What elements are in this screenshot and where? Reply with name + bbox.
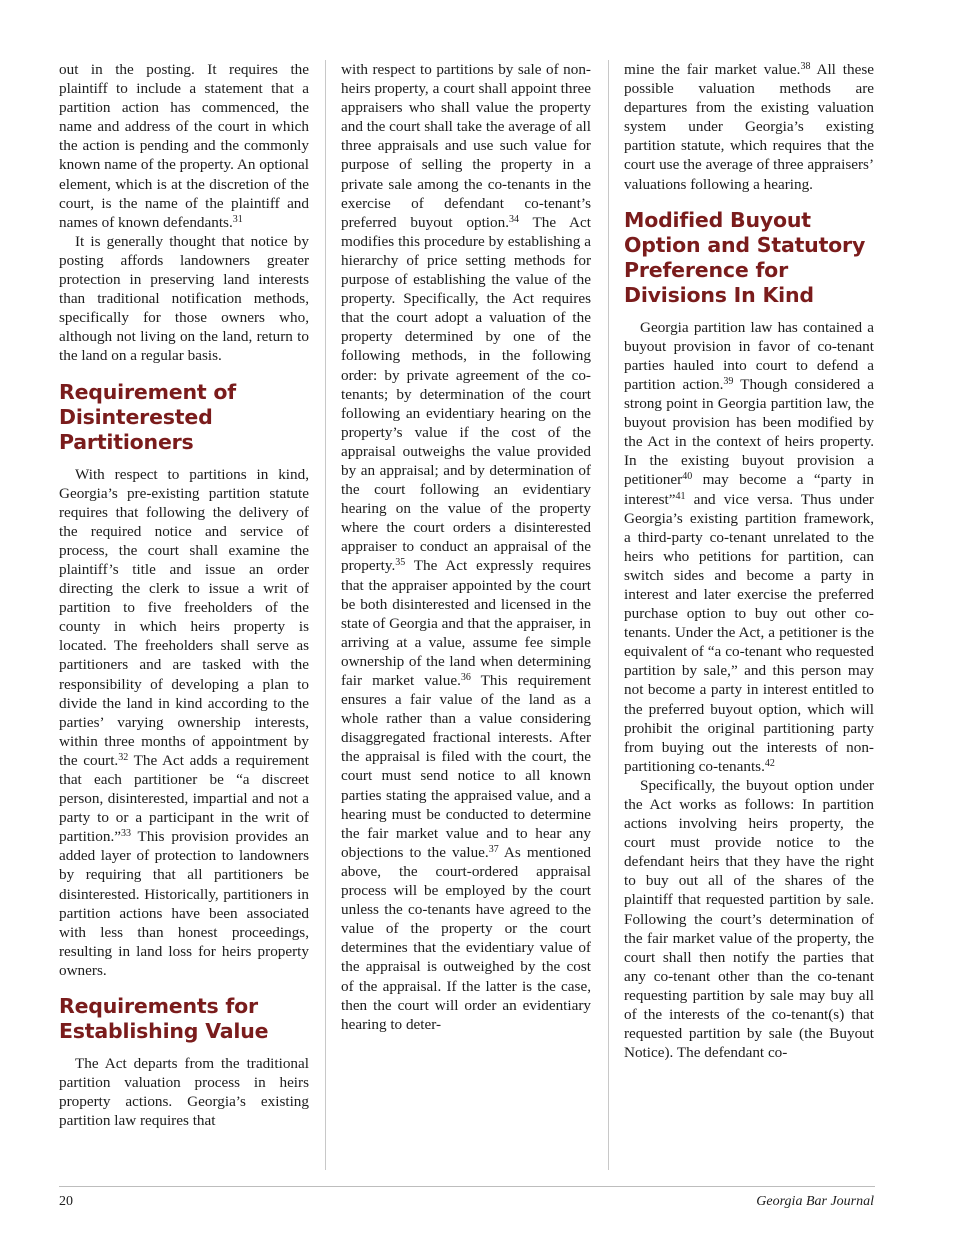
column-divider: [325, 60, 326, 1170]
page-number: 20: [59, 1194, 73, 1209]
paragraph: with respect to partitions by sale of non-heirs property, a court shall appoint three appraisers who shall value the property and the court shall take the average of all three appraisals and use such value for purpose of selling the property in a private sale among the co-tenants in the exercise of defendant co-tenant’s preferred buyout option.$^{34}$ The Act modifies this procedure by establishing a hierarchy of price setting methods for purpose of establishing the value of the property. Specifically, the Act requires that the court adopt a valuation of the property determined by one of the following methods, in the following order: by private agreement of the co-tenants; by determination of the court following an evidentiary hearing on the property’s value if the cost of the appraisal outweighs the value provided by an appraisal; and by determination of the court following an evidentiary hearing on the value of the property where the court orders a disinterested appraiser to conduct an appraisal of the property.$^{35}$ The Act expressly requires that the appraiser appointed by the court be both disinterested and licensed in the state of Georgia and that the appraiser, in arriving at a value, assume fee simple ownership of the land when determining fair market value.$^{36}$ This requirement ensures a fair value of the land as a whole rather than a value considering disaggregated fractional interests. After the appraisal is filed with the court, the court must send notice to all known parties stating the appraised value, and a hearing must be conducted to determine the fair market value and to hear any objections to the value.$^{37}$ As mentioned above, the court-ordered appraisal process will be employed by the court unless the co-tenants have agreed to the value of the property or the court determines that the evidentiary value of the appraisal is outweighed by the cost of the appraisal. If the latter is the case, then the court will order an evidentiary hearing to deter-: [341, 61, 591, 1033]
paragraph: It is generally thought that notice by posting affords landowners greater protection in preserving land interests than traditional notification methods, specifically for those owners who, although not living on the land, return to the land on a regular basis.: [59, 232, 309, 365]
paragraph: Specifically, the buyout option under the Act works as follows: In partition actions involving heirs property, the court must provide notice to the defendant heirs that they have the right to buy out all of the shares of the plaintiff that requested partition by sale. Following the court’s determination of the fair market value of the property, the court shall then notify the parties that any co-tenant other than the co-tenant requesting partition by sale may buy all of the interests of the co-tenant(s) that requested partition by sale (the Buyout Notice). The defendant co-: [624, 776, 874, 1062]
column-2: [341, 60, 591, 1034]
section-heading: Modified Buyout Option and Statutory Preference for Divisions In Kind: [624, 207, 866, 307]
column-divider: [608, 60, 609, 1170]
paragraph: Georgia partition law has contained a buyout provision in favor of co-tenant parties hauled into court to defend a partition action.$^{39}$ Though considered a strong point in Georgia partition law, the buyout provision has been modified by the Act in the context of heirs property. In the existing buyout provision a petitioner$^{40}$ may become a “party in interest”$^{41}$ and vice versa. Thus under Georgia’s existing partition framework, a third-party co-tenant unrelated to the heirs who petitions for partition, can switch sides and become a party in interest and later exercise the preferred purchase option to buy out other co-tenants. Under the Act, a petitioner is the equivalent of “a co-tenant who requested partition by sale,” and this person may not become a party in interest entitled to the preferred buyout option, which will prohibit the original partitioning party from buying out the interests of non-partitioning co-tenants.$^{42}$: [624, 318, 874, 775]
paragraph: The Act departs from the traditional partition valuation process in heirs property actions. Georgia’s existing partition law requires that: [59, 1055, 309, 1130]
paragraph: out in the posting. It requires the plaintiff to include a statement that a partition action has commenced, the name and address of the court in which the action is pending and the commonly known name of the property. An optional element, which is at the discretion of the court, is the name of the plaintiff and names of known defendants.$^{31}$: [59, 61, 309, 231]
section-heading: Requirement of Disinterested Partitioners: [59, 379, 236, 454]
paragraph: mine the fair market value.$^{38}$ All these possible valuation methods are departures from the existing valuation system under Georgia’s existing partition statute, which requires that the court use the average of three appraisers’ valuations following a hearing.: [624, 61, 874, 193]
publication-name: Georgia Bar Journal: [756, 1194, 874, 1209]
footer-rule: [59, 1186, 875, 1187]
column-1: [59, 60, 309, 1130]
paragraph: With respect to partitions in kind, Georgia’s pre-existing partition statute requires that following the delivery of the required notice and service of process, the court shall examine the plaintiff’s title and issue an order directing the clerk to issue a writ of partition to five freeholders of the county in which heirs property is located. The freeholders shall serve as partitioners and are tasked with the responsibility of developing a plan to divide the land in kind according to the parties’ varying ownership interests, within three months of appointment by the court.$^{32}$ The Act adds a requirement that each partitioner be “a discreet person, disinterested, impartial and not a party to or a participant in the writ of partition.”$^{33}$ This provision provides an added layer of protection to landowners by requiring that all partitioners be disinterested. Historically, partitioners in partition actions have been associated with less than honest proceedings, resulting in land loss for heirs property owners.: [59, 465, 309, 979]
section-heading: Requirements for Establishing Value: [59, 994, 269, 1044]
column-3: [624, 60, 874, 1062]
